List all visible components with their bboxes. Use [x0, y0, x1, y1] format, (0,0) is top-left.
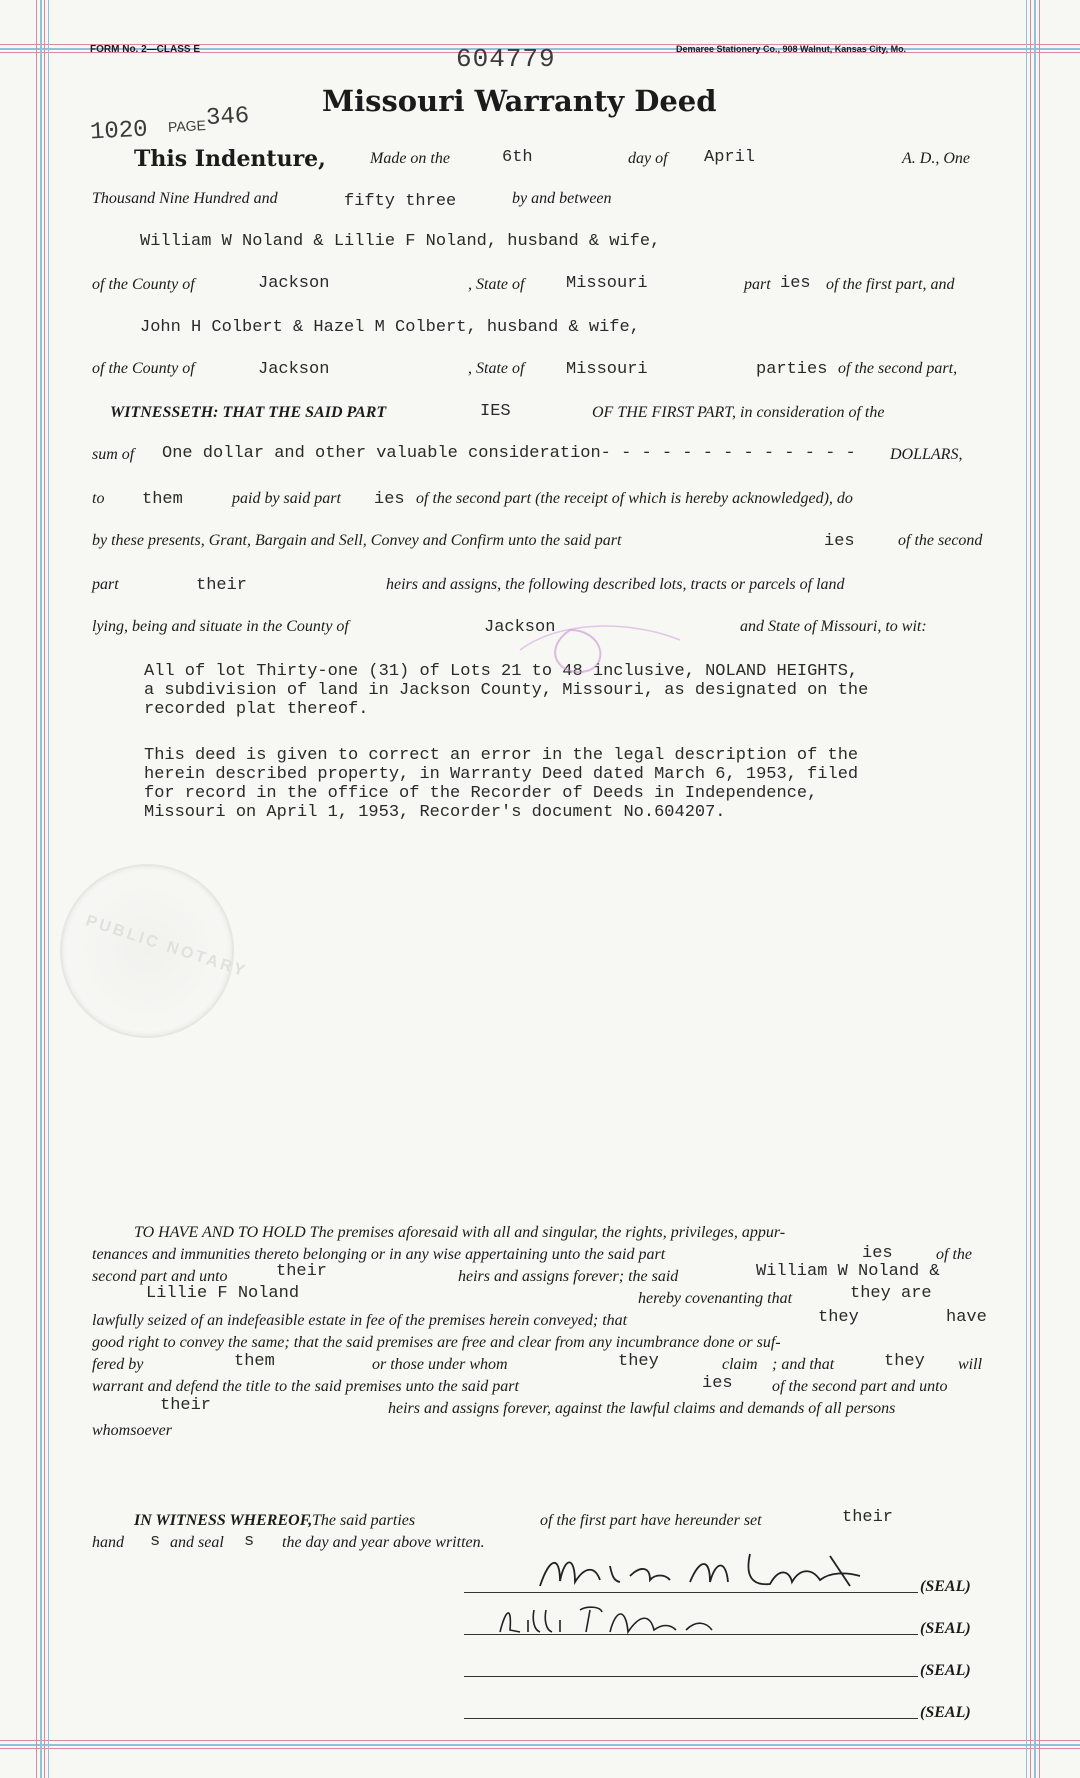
- first-county-value: Jackson: [258, 274, 330, 293]
- right-blue-rule-2: [1034, 0, 1036, 1778]
- habendum-line7a: fered by: [92, 1356, 144, 1373]
- habendum-line8b: of the second part and unto: [772, 1378, 948, 1395]
- form-number: FORM No. 2—CLASS E: [90, 44, 201, 55]
- habendum-line10: whomsoever: [92, 1422, 172, 1439]
- seal-label-2: (SEAL): [920, 1620, 971, 1637]
- second-part-label: of the second part,: [838, 360, 958, 377]
- by-between-label: by and between: [512, 190, 612, 207]
- stationer-imprint: Demaree Stationery Co., 908 Walnut, Kansas City, Mo.: [676, 44, 907, 54]
- first-state-label: , State of: [468, 276, 525, 293]
- witness-line1a: IN WITNESS WHEREOF,: [134, 1512, 313, 1529]
- habendum-line3a: second part and unto: [92, 1268, 228, 1285]
- first-party-names: William W Noland & Lillie F Noland, husband & wife,: [140, 232, 661, 251]
- seal-label-1: (SEAL): [920, 1578, 971, 1595]
- witness-line2c: the day and year above written.: [282, 1534, 485, 1551]
- second-state-value: Missouri: [566, 360, 648, 379]
- witnesseth-tail: OF THE FIRST PART, in consideration of the: [592, 404, 885, 421]
- witness-line1-fill: their: [842, 1508, 894, 1527]
- seal-label-3: (SEAL): [920, 1662, 971, 1679]
- paid-suffix: ies: [374, 490, 405, 509]
- habendum-line7b: or those under whom: [372, 1356, 508, 1373]
- legal-description-lot: All of lot Thirty-one (31) of Lots 21 to 48 inclusive, NOLAND HEIGHTS, a subdivision of land in Jackson County, Missouri, as designated on the recorded plat thereof.: [144, 662, 869, 719]
- to-label: to: [92, 490, 105, 507]
- seal-label-4: (SEAL): [920, 1704, 971, 1721]
- witness-line2-fill1: s: [150, 1532, 161, 1551]
- habendum-line5a: lawfully seized of an indefeasible estate in fee of the premises herein conveyed; that: [92, 1312, 628, 1329]
- habendum-line9-fill: their: [160, 1396, 212, 1415]
- habendum-line2a: tenances and immunities thereto belonging or in any wise appertaining unto the said part: [92, 1246, 666, 1263]
- recorder-stamp: [500, 600, 740, 740]
- notary-seal-text: PUBLIC NOTARY: [83, 912, 250, 981]
- habendum-grantor-name: William W Noland &: [756, 1262, 940, 1281]
- habendum-line7d: ; and that: [772, 1356, 835, 1373]
- habendum-line8a: warrant and defend the title to the said premises unto the said part: [92, 1378, 519, 1395]
- habendum-line4-fill: they are: [850, 1284, 932, 1303]
- second-party-names: John H Colbert & Hazel M Colbert, husband & wife,: [140, 318, 640, 337]
- grant-suffix: ies: [824, 532, 855, 551]
- habendum-line7-fill2: they: [618, 1352, 659, 1371]
- witness-line2-fill2: s: [244, 1532, 255, 1551]
- grant-label: by these presents, Grant, Bargain and Sell, Convey and Confirm unto the said part: [92, 532, 622, 549]
- signature-line-2: [464, 1634, 918, 1635]
- witness-line1b: The said parties: [312, 1512, 416, 1529]
- sum-label: sum of: [92, 446, 135, 463]
- dollars-label: DOLLARS,: [890, 446, 963, 463]
- month-value: April: [704, 148, 756, 167]
- signature-william: [530, 1546, 890, 1598]
- state-wit-label: and State of Missouri, to wit:: [740, 618, 927, 635]
- first-part-label: of the first part, and: [826, 276, 955, 293]
- right-blue-rule: [1026, 0, 1027, 1778]
- heirs-label: heirs and assigns, the following described lots, tracts or parcels of land: [386, 576, 845, 593]
- part-label: part: [92, 576, 119, 593]
- sum-value: One dollar and other valuable consideration- - - - - - - - - - - - -: [162, 444, 856, 463]
- page-number: 346: [205, 102, 250, 133]
- habendum-line7-fill3: they: [884, 1352, 925, 1371]
- ad-one-label: A. D., One: [902, 150, 970, 167]
- signature-line-3: [464, 1676, 918, 1677]
- left-blue-rule-2: [48, 0, 49, 1778]
- lying-label: lying, being and situate in the County of: [92, 618, 349, 635]
- habendum-line7e: will: [958, 1356, 983, 1373]
- first-county-label: of the County of: [92, 276, 195, 293]
- witness-line2b: and seal: [170, 1534, 224, 1551]
- receipt-label: of the second part (the receipt of which is hereby acknowledged), do: [416, 490, 853, 507]
- witness-line1c: of the first part have hereunder set: [540, 1512, 762, 1529]
- year-value: fifty three: [344, 192, 457, 211]
- habendum-line9b: heirs and assigns forever, against the lawful claims and demands of all persons: [388, 1400, 896, 1417]
- book-number: 1020: [89, 116, 149, 147]
- second-county-value: Jackson: [258, 360, 330, 379]
- witnesseth-lead: WITNESSETH: THAT THE SAID PART: [110, 404, 387, 421]
- second-county-label: of the County of: [92, 360, 195, 377]
- bottom-red-rule-2: [0, 1748, 1080, 1749]
- habendum-line2-fill: ies: [862, 1244, 893, 1263]
- document-number: 604779: [456, 44, 556, 74]
- signature-line-1: [464, 1592, 918, 1593]
- legal-description-correction: This deed is given to correct an error in the legal description of the herein described property, in Warranty Deed dated March 6, 1953, filed for record in the office of the Recorder of Deeds in Independence, Missouri on April 1, 1953, Recorder's document No.604207.: [144, 746, 859, 822]
- habendum-line3-fill: their: [276, 1262, 328, 1281]
- day-value: 6th: [502, 148, 533, 167]
- first-part-prefix: part: [744, 276, 771, 293]
- habendum-line7c: claim: [722, 1356, 758, 1373]
- habendum-line5-fill: they: [818, 1308, 859, 1327]
- witness-line2a: hand: [92, 1534, 124, 1551]
- bottom-blue-rule: [0, 1744, 1080, 1746]
- lying-county: Jackson: [484, 618, 556, 637]
- habendum-line5b: have: [946, 1308, 987, 1327]
- page-label: PAGE: [167, 117, 207, 135]
- habendum-grantor-name-2: Lillie F Noland: [146, 1284, 300, 1303]
- signature-line-4: [464, 1718, 918, 1719]
- left-red-rule: [36, 0, 37, 1778]
- habendum-line6: good right to convey the same; that the said premises are free and clear from any incumbrance done or suf-: [92, 1334, 781, 1351]
- left-blue-rule: [40, 0, 42, 1778]
- made-on-label: Made on the: [370, 150, 450, 167]
- right-red-rule: [1030, 0, 1031, 1778]
- habendum-line3b: heirs and assigns forever; the said: [458, 1268, 679, 1285]
- habendum-line8-fill: ies: [702, 1374, 733, 1393]
- second-part-value: parties: [756, 360, 828, 379]
- right-red-rule-2: [1039, 0, 1040, 1778]
- first-part-suffix: ies: [780, 274, 811, 293]
- first-state-value: Missouri: [566, 274, 648, 293]
- habendum-line1: TO HAVE AND TO HOLD The premises aforesaid with all and singular, the rights, privileges, appur-: [134, 1224, 786, 1241]
- day-of-label: day of: [628, 150, 668, 167]
- habendum-line7-fill1: them: [234, 1352, 275, 1371]
- paid-label: paid by said part: [232, 490, 341, 507]
- indenture-heading: This Indenture,: [134, 146, 326, 172]
- habendum-line2b: of the: [936, 1246, 972, 1263]
- witnesseth-suffix: IES: [480, 402, 511, 421]
- habendum-line4b: hereby covenanting that: [638, 1290, 793, 1307]
- heirs-value: their: [196, 576, 248, 595]
- document-title: Missouri Warranty Deed: [322, 84, 717, 118]
- to-value: them: [142, 490, 183, 509]
- bottom-red-rule: [0, 1740, 1080, 1741]
- left-red-rule-2: [44, 0, 45, 1778]
- second-label: of the second: [898, 532, 983, 549]
- second-state-label: , State of: [468, 360, 525, 377]
- thousand-label: Thousand Nine Hundred and: [92, 190, 278, 207]
